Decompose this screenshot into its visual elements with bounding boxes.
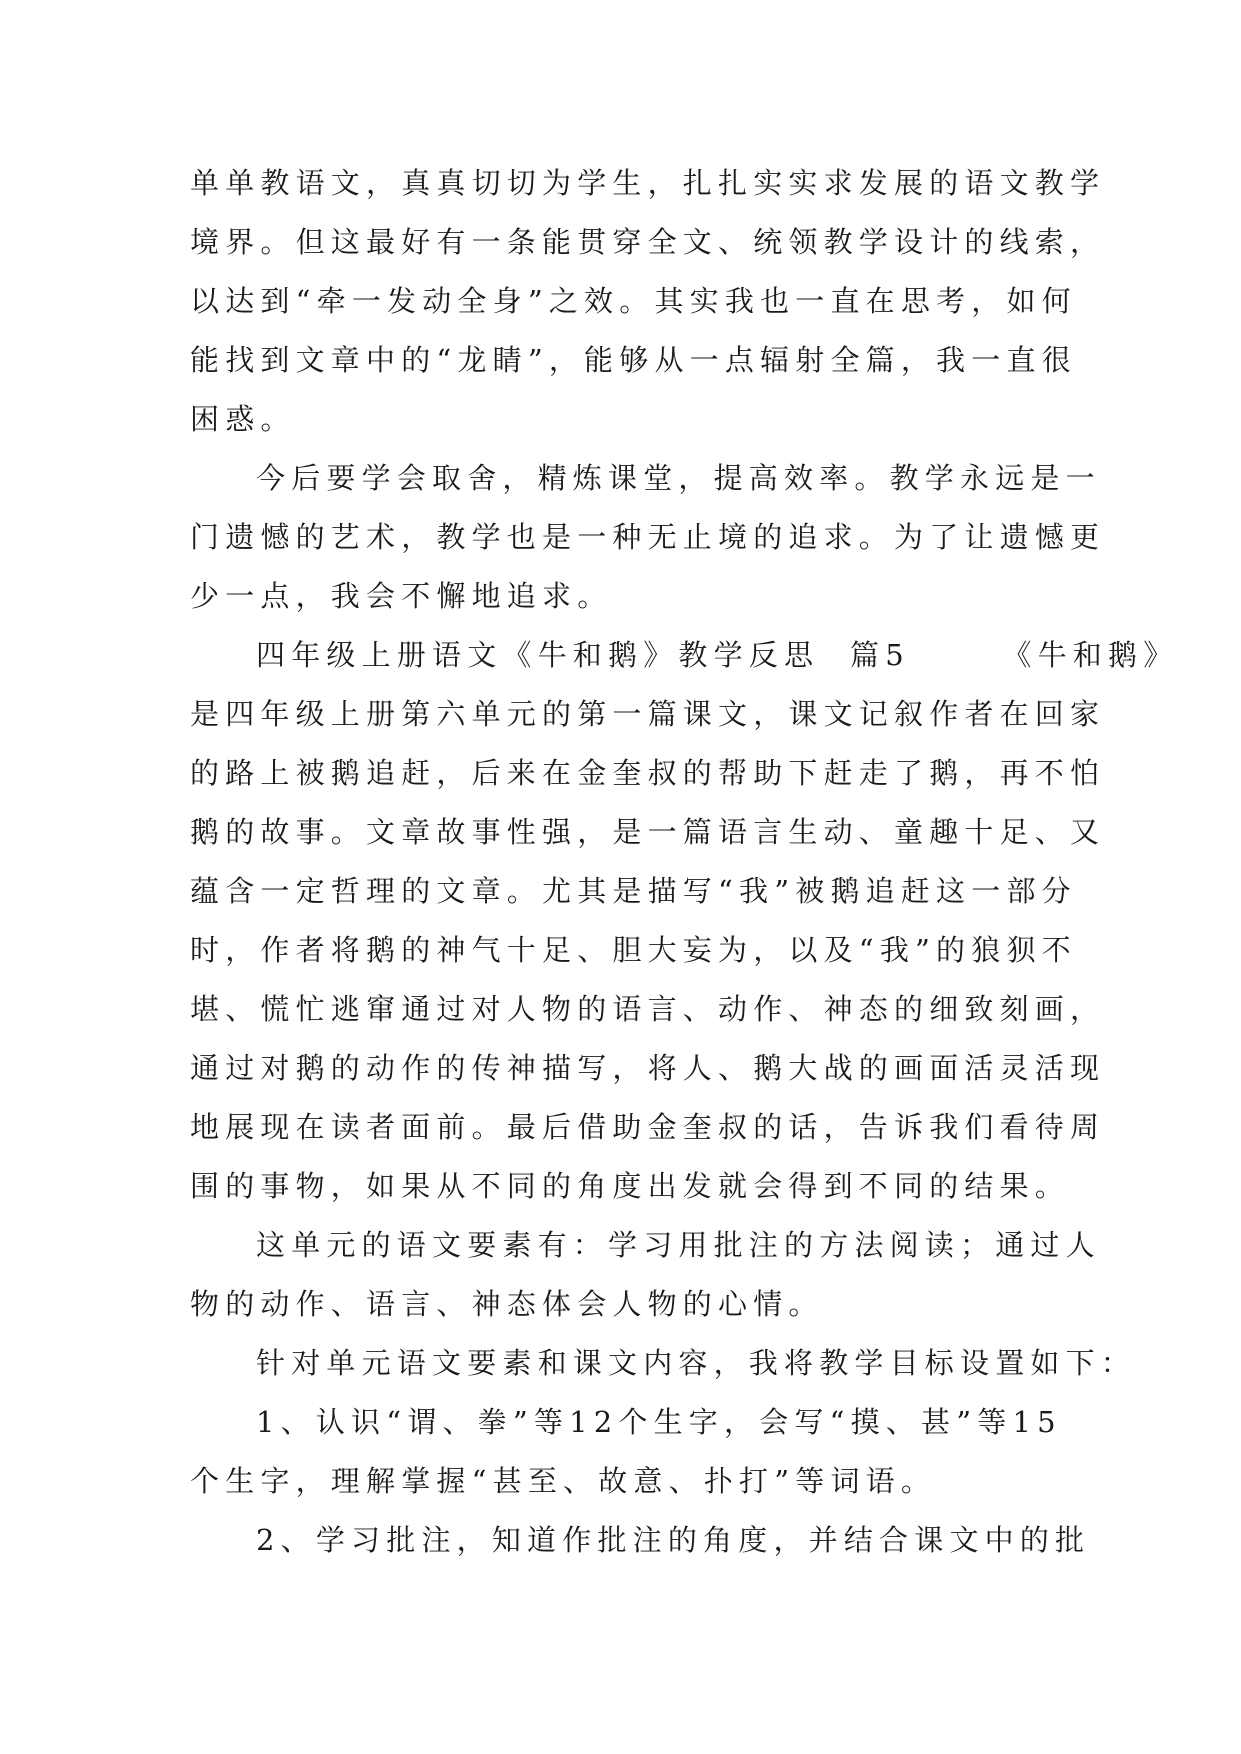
text-line: 门遗憾的艺术，教学也是一种无止境的追求。为了让遗憾更: [190, 520, 1106, 554]
text-line: 境界。但这最好有一条能贯穿全文、统领教学设计的线索，: [190, 225, 1106, 259]
body-text: [190, 154, 1179, 1570]
text-line: 的路上被鹅追赶，后来在金奎叔的帮助下赶走了鹅，再不怕: [190, 756, 1106, 790]
text-line: 围的事物，如果从不同的角度出发就会得到不同的结果。: [190, 1169, 1071, 1203]
list-item-1-line: 1、认识“谓、拳”等12个生字，会写“摸、甚”等15: [256, 1405, 1062, 1439]
text-line: 是四年级上册第六单元的第一篇课文，课文记叙作者在回家: [190, 697, 1106, 731]
paragraph-first-line: 针对单元语文要素和课文内容，我将教学目标设置如下：: [256, 1346, 1137, 1380]
paragraph-first-line: 这单元的语文要素有：学习用批注的方法阅读；通过人: [256, 1228, 1101, 1262]
text-line: 地展现在读者面前。最后借助金奎叔的话，告诉我们看待周: [190, 1110, 1106, 1144]
text-line: 蕴含一定哲理的文章。尤其是描写“我”被鹅追赶这一部分: [190, 874, 1077, 908]
list-item-2-line: 2、学习批注，知道作批注的角度，并结合课文中的批: [256, 1523, 1091, 1557]
paragraph-first-line: 今后要学会取舍，精炼课堂，提高效率。教学永远是一: [256, 461, 1101, 495]
text-line: 物的动作、语言、神态体会人物的心情。: [190, 1287, 824, 1321]
text-line: 以达到“牵一发动全身”之效。其实我也一直在思考，如何: [190, 284, 1077, 318]
text-line: 时，作者将鹅的神气十足、胆大妄为，以及“我”的狼狈不: [190, 933, 1077, 967]
text-line: 鹅的故事。文章故事性强，是一篇语言生动、童趣十足、又: [190, 815, 1106, 849]
section-heading-line: 四年级上册语文《牛和鹅》教学反思 篇5 《牛和鹅》: [256, 638, 1179, 672]
text-line: 单单教语文，真真切切为学生，扎扎实实求发展的语文教学: [190, 166, 1106, 200]
list-item-1-continuation: 个生字，理解掌握“甚至、故意、扑打”等词语。: [190, 1464, 937, 1498]
text-line: 困惑。: [190, 402, 296, 436]
text-line: 少一点，我会不懈地追求。: [190, 579, 613, 613]
text-line: 堪、慌忙逃窜通过对人物的语言、动作、神态的细致刻画，: [190, 992, 1106, 1026]
text-line: 通过对鹅的动作的传神描写，将人、鹅大战的画面活灵活现: [190, 1051, 1106, 1085]
text-line: 能找到文章中的“龙睛”，能够从一点辐射全篇，我一直很: [190, 343, 1077, 377]
